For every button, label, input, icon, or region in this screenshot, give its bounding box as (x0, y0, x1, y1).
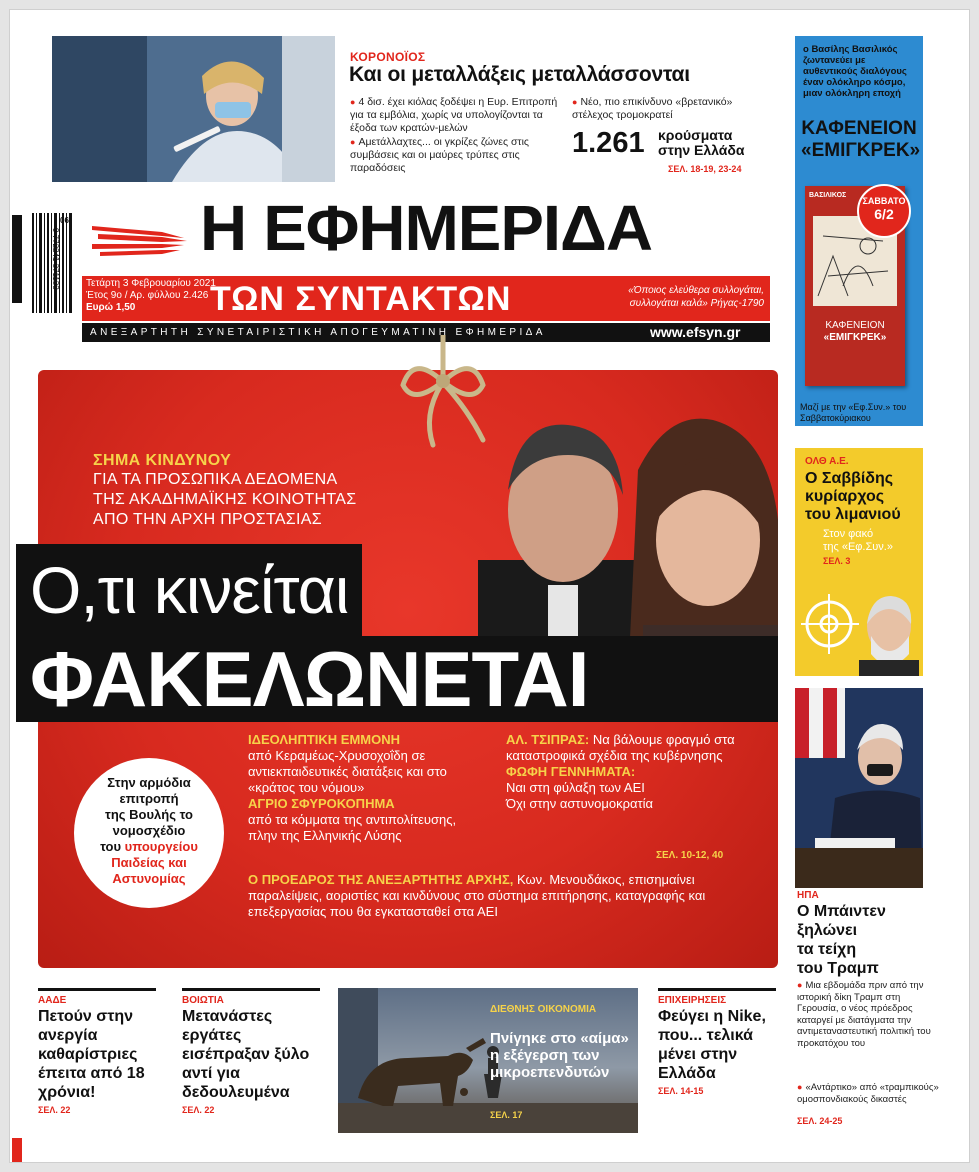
bottom-story-3-headline: Πνίγηκε στο «αίμα» η εξέγερση των μικροεπενδυτών (490, 1030, 629, 1081)
masthead-date-block (86, 278, 216, 314)
barcode-issue: 06 (60, 216, 69, 225)
lead-footer-heading: Ο ΠΡΟΕΔΡΟΣ ΤΗΣ ΑΝΕΞΑΡΤΗΤΗΣ ΑΡΧΗΣ, (248, 872, 514, 887)
teaser-kicker: ΚΟΡΟΝΟΪΟΣ (350, 50, 426, 64)
promo-date-badge (857, 184, 911, 238)
usa-headline-line-2: ξηλώνει (797, 922, 858, 939)
bottom-story-1-pages: ΣΕΛ. 22 (38, 1105, 71, 1115)
barcode-number: 9 772241 371133 (51, 228, 60, 290)
corner-red-mark (12, 1138, 22, 1162)
callout-line-4: νομοσχέδιο (112, 823, 186, 838)
bottom-story-4-headline: Φεύγει η Nike, που... τελικά μένει στην Ελλάδα (658, 1008, 766, 1082)
usa-pages: ΣΕΛ. 24-25 (797, 1116, 843, 1126)
bottom-story-3-pages: ΣΕΛ. 17 (490, 1110, 523, 1120)
port-headline-line-2: κυρίαρχος (805, 488, 885, 505)
callout-line-5a: του (100, 839, 125, 854)
pen-logo-graphic (92, 220, 192, 260)
bottom-story-1-headline: Πετούν στην ανεργία καθαρίστριες έπειτα από 18 χρόνια! (38, 1008, 145, 1101)
website-link[interactable]: www.efsyn.gr (650, 324, 741, 340)
barcode (12, 213, 75, 335)
cases-label-line-1: κρούσματα (658, 127, 733, 143)
book-title-line-2: «ΕΜΙΓΚΡΕΚ» (823, 332, 887, 343)
lead-deck-line-1: ΓΙΑ ΤΑ ΠΡΟΣΩΠΙΚΑ ΔΕΔΟΜΕΝΑ (93, 471, 338, 488)
callout-line-2: επιτροπή (119, 791, 179, 806)
port-sub-line-2: της «Εφ.Συν.» (823, 541, 893, 553)
teaser-bullet-2-text: Αμετάλλαχτες... οι γκρίζες ζώνες στις συμβάσεις και οι μαύρες τρύπες στις παραδόσεις (350, 136, 529, 174)
port-story[interactable] (795, 448, 923, 676)
port-kicker: ΟΛΘ Α.Ε. (805, 456, 849, 467)
masthead-date: Τετάρτη 3 Φεβρουαρίου 2021 (86, 278, 216, 289)
magnifier-portrait (801, 584, 919, 676)
lead-headline-line-1[interactable]: Ο,τι κινείται (16, 544, 362, 636)
biden-photo (795, 688, 923, 888)
teaser-pages: ΣΕΛ. 18-19, 23-24 (668, 164, 742, 174)
vaccine-photo (52, 36, 335, 182)
book-title-line-1: ΚΑΦΕΝΕΙΟΝ (825, 320, 885, 331)
masthead-subtitle: ΤΩΝ ΣΥΝΤΑΚΤΩΝ (210, 280, 512, 318)
bottom-story-2-pages: ΣΕΛ. 22 (182, 1105, 215, 1115)
lead-column-1 (248, 732, 474, 844)
bottom-story-2-kicker: ΒΟΙΩΤΙΑ (182, 995, 224, 1006)
promo-title-line-1: ΚΑΦΕΝΕΙΟΝ (801, 118, 917, 139)
pen-logo-icon (92, 220, 192, 260)
biden-photo-illustration (795, 688, 923, 888)
promo-date: 6/2 (874, 206, 894, 222)
bottom-story-1[interactable] (38, 988, 156, 1115)
port-sub-line-1: Στον φακό (823, 528, 874, 540)
lead-headline-line-2[interactable]: ΦΑΚΕΛΩΝΕΤΑΙ (16, 636, 778, 722)
bottom-story-2-headline: Μετανάστες εργάτες εισέπραξαν ξύλο αντί για δεδουλευμένα (182, 1008, 310, 1101)
lead-kicker: ΣΗΜΑ ΚΙΝΔΥΝΟΥ (93, 452, 232, 469)
promo-title-line-2: «ΕΜΙΓΚΡΕΚ» (801, 140, 921, 161)
bottom-story-2-rule (182, 988, 320, 991)
promo-day: ΣΑΒΒΑΤΟ (862, 196, 906, 206)
port-sub (823, 528, 893, 554)
lead-footer-text: Κων. Μενουδάκος, επισημαίνει παραλείψεις, αοριστίες και κινδύνους στο σύστημα επιτήρησης, καταγραφής και επεξεργασίας που θα εγκατασταθεί στα ΑΕΙ (248, 872, 706, 919)
port-headline-line-3: του λιμανιού (805, 506, 901, 523)
usa-kicker: ΗΠΑ (797, 890, 819, 901)
teaser-bullet-1-text: 4 δισ. έχει κιόλας ξοδέψει η Ευρ. Επιτροπή για τα εμβόλια, χωρίς να υπολογίζονται τα έξοδα των κρατών-μελών (350, 96, 558, 134)
usa-bullet-1-text: Μια εβδομάδα πριν από την ιστορική δίκη Τραμπ στη Γερουσία, ο νέος πρόεδρος καταργεί με διατάγματα την αντιμεταναστευτική πολιτική του προκατόχου του (797, 980, 931, 1049)
callout-line-5b: υπουργείου (124, 839, 198, 854)
col2-text-2a: Ναι στη φύλαξη των ΑΕΙ (506, 780, 645, 795)
vaccine-photo-illustration (52, 36, 335, 182)
bottom-story-3[interactable] (338, 988, 638, 1133)
teaser-bullet-2: ● Αμετάλλαχτες... οι γκρίζες ζώνες στις συμβάσεις και οι μαύρες τρύπες στις παραδόσεις (350, 136, 529, 174)
usa-headline-line-4: του Τραμπ (797, 960, 879, 977)
masthead-title[interactable]: Η ΕΦΗΜΕΡΙΔΑ (200, 192, 652, 264)
col2-text-2b: Όχι στην αστυνομοκρατία (506, 796, 654, 811)
usa-bullet-1: ● Μια εβδομάδα πριν από την ιστορική δίκη Τραμπ στη Γερουσία, ο νέος πρόεδρος καταργεί με διατάγματα την αντιμεταναστευτική πολιτική του προκατόχου του (797, 980, 931, 1049)
teaser-bullet-3: ● Νέο, πιο επικίνδυνο «βρετανικό» στέλεχος τρομοκρατεί (572, 96, 733, 121)
promo-title (801, 118, 921, 162)
lead-pages: ΣΕΛ. 10-12, 40 (656, 850, 724, 861)
port-headline-line-1: Ο Σαββίδης (805, 470, 894, 487)
callout-line-5 (74, 839, 224, 855)
teaser-bullet-1: ● 4 δισ. έχει κιόλας ξοδέψει η Ευρ. Επιτροπή για τα εμβόλια, χωρίς να υπολογίζονται τα έξοδα των κρατών-μελών (350, 96, 558, 134)
teaser-headline[interactable]: Και οι μεταλλάξεις μεταλλάσσονται (349, 63, 690, 86)
usa-headline[interactable] (797, 902, 886, 978)
promo-caption: Μαζί με την «Εφ.Συν.» του Σαββατοκύριακου (800, 402, 907, 423)
bottom-story-4-kicker: ΕΠΙΧΕΙΡΗΣΕΙΣ (658, 995, 727, 1006)
usa-headline-line-3: τα τείχη (797, 941, 857, 958)
lead-column-2 (506, 732, 760, 812)
cases-label-line-2: στην Ελλάδα (658, 142, 745, 158)
lead-footer (248, 872, 768, 920)
masthead-quote-line-2: συλλογάται καλά» Ρήγας-1790 (629, 298, 764, 309)
committee-callout (74, 758, 224, 908)
promo-intro: ο Βασίλης Βασιλικός ζωντανεύει με αυθεντικούς διαλόγους έναν ολόκληρο κόσμο, μιαν ολόκληρη εποχή (803, 44, 907, 99)
bottom-story-4[interactable] (658, 988, 776, 1096)
masthead-quote (598, 284, 764, 310)
bottom-story-1-rule (38, 988, 156, 991)
front-page-sheet (9, 9, 970, 1163)
col2-heading-2: ΦΩΦΗ ΓΕΝΝΗΜΑΤΑ: (506, 764, 636, 779)
usa-headline-line-1: Ο Μπάιντεν (797, 903, 886, 920)
strapline: ΑΝΕΞΑΡΤΗΤΗ ΣΥΝΕΤΑΙΡΙΣΤΙΚΗ ΑΠΟΓΕΥΜΑΤΙΝΗ ΕΦΗΜΕΡΙΔΑ (90, 327, 546, 338)
col1-heading-1: ΙΔΕΟΛΗΠΤΙΚΗ ΕΜΜΟΝΗ (248, 732, 400, 747)
callout-line-7: Αστυνομίας (112, 871, 186, 886)
cases-number: 1.261 (572, 127, 645, 159)
col1-heading-2: ΑΓΡΙΟ ΣΦΥΡΟΚΟΠΗΜΑ (248, 796, 395, 811)
masthead-issue: Έτος 9ο / Αρ. φύλλου 2.426 (86, 290, 209, 301)
col2-text-1: Να βάλουμε φραγμό στα καταστροφικά σχέδια της κυβέρνησης (506, 732, 735, 763)
barcode-graphic (12, 213, 75, 335)
callout-line-1: Στην αρμόδια (107, 775, 191, 790)
port-pages: ΣΕΛ. 3 (823, 556, 851, 566)
lead-deck-line-2: ΤΗΣ ΑΚΑΔΗΜΑΪΚΗΣ ΚΟΙΝΟΤΗΤΑΣ (93, 491, 357, 508)
lead-deck (93, 470, 356, 530)
col2-heading-1: ΑΛ. ΤΣΙΠΡΑΣ: (506, 732, 590, 747)
book-title (805, 320, 905, 344)
bottom-story-3-kicker: ΔΙΕΘΝΗΣ ΟΙΚΟΝΟΜΙΑ (490, 1004, 597, 1015)
callout-line-6: Παιδείας και (111, 855, 187, 870)
col1-text-1: από Κεραμέως-Χρυσοχοΐδη σε αντιεκπαιδευτικές διατάξεις και στο «κράτος του νόμου» (248, 748, 447, 795)
callout-line-3: της Βουλής το (105, 807, 193, 822)
usa-bullet-2: ● «Αντάρτικο» από «τραμπικούς» ομοσπονδιακούς δικαστές (797, 1082, 939, 1105)
port-headline (805, 470, 901, 524)
bottom-story-1-kicker: ΑΑΔΕ (38, 995, 67, 1006)
book-promo[interactable] (795, 36, 923, 426)
col1-text-2: από τα κόμματα της αντιπολίτευσης, πλην της Ελληνικής Λύσης (248, 812, 457, 843)
lead-deck-line-3: ΑΠΟ ΤΗΝ ΑΡΧΗ ΠΡΟΣΤΑΣΙΑΣ (93, 511, 322, 528)
teaser-bullet-3-text: Νέο, πιο επικίνδυνο «βρετανικό» στέλεχος τρομοκρατεί (572, 96, 733, 121)
masthead-quote-line-1: «Όποιος ελεύθερα συλλογάται, (628, 285, 764, 296)
usa-bullet-2-text: «Αντάρτικο» από «τραμπικούς» ομοσπονδιακούς δικαστές (797, 1082, 939, 1105)
book-author: ΒΑΣΙΛΙΚΟΣ (809, 192, 847, 199)
cases-label (658, 128, 745, 158)
bottom-story-2[interactable] (182, 988, 320, 1115)
bottom-story-4-pages: ΣΕΛ. 14-15 (658, 1086, 704, 1096)
bottom-story-4-rule (658, 988, 776, 991)
masthead-price: Ευρώ 1,50 (86, 302, 136, 313)
